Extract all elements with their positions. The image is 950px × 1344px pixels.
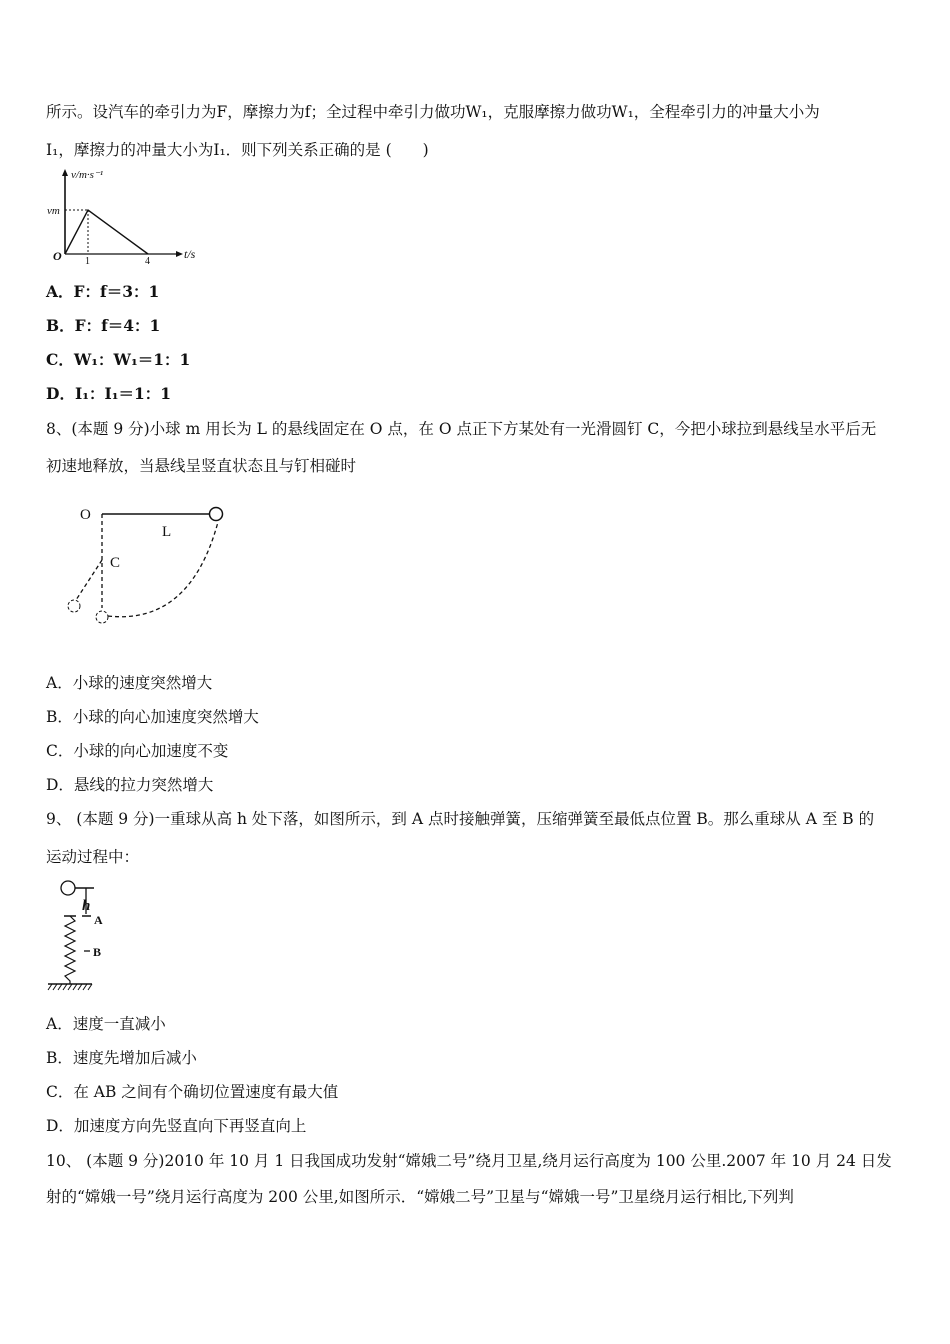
q8-stem-line2: 初速地释放，当悬线呈竖直状态且与钉相碰时 [46,457,357,475]
point-a-label: A [94,913,103,927]
q10-stem-line1: 10、 (本题 9 分)2010 年 10 月 1 日我国成功发射“嫦娥二号”绕月卫星,绕月运行高度为 100 公里.2007 年 10 月 24 日发 [46,1152,892,1170]
q7-stem-line2: I₁，摩擦力的冲量大小为I₁．则下列关系正确的是 ( ) [46,141,429,159]
point-o-label: O [80,507,91,523]
tick-1: 1 [85,256,90,267]
nail-c-label: C [110,555,121,571]
q9-option-a: A．速度一直减小 [46,1015,166,1033]
q8-pendulum-figure [60,500,240,630]
length-l-label: L [162,524,172,540]
q10-stem-line2: 射的“嫦娥一号”绕月运行高度为 200 公里,如图所示．“嫦娥二号”卫星与“嫦娥一号”卫星绕月运行相比,下列判 [46,1188,794,1206]
y-axis-label: v/m·s⁻¹ [71,169,104,181]
q7-option-b: B．F：f＝4：1 [46,316,161,335]
q8-stem-line1: 8、(本题 9 分)小球 m 用长为 L 的悬线固定在 O 点，在 O 点正下方某处有一光滑圆钉 C，今把小球拉到悬线呈水平后无 [46,420,877,438]
q7-option-a: A．F：f＝3：1 [46,282,160,301]
origin-label: O [53,249,62,263]
q9-option-c: C．在 AB 之间有个确切位置速度有最大值 [46,1083,339,1101]
tick-4: 4 [145,256,150,267]
height-h-label: h [82,898,91,914]
q9-option-d: D．加速度方向先竖直向下再竖直向上 [46,1117,307,1135]
q7-vt-graph [45,168,195,268]
q7-option-c: C．W₁：W₁＝1：1 [46,350,191,369]
vm-label: vm [47,205,60,217]
q8-option-b: B．小球的向心加速度突然增大 [46,708,259,726]
point-b-label: B [93,945,102,959]
q8-option-c: C．小球的向心加速度不变 [46,742,229,760]
q9-spring-figure [44,876,124,996]
q7-stem-line1: 所示。设汽车的牵引力为F，摩擦力为f；全过程中牵引力做功W₁，克服摩擦力做功W₁，全程牵引力的冲量大小为 [46,103,820,121]
x-axis-label: t/s [184,247,196,261]
q9-stem-line2: 运动过程中： [46,848,140,866]
q9-option-b: B．速度先增加后减小 [46,1049,197,1067]
q8-option-d: D．悬线的拉力突然增大 [46,776,214,794]
q9-stem-line1: 9、 (本题 9 分)一重球从高 h 处下落，如图所示，到 A 点时接触弹簧，压缩弹簧至最低点位置 B。那么重球从 A 至 B 的 [46,810,875,828]
q8-option-a: A．小球的速度突然增大 [46,674,213,692]
q7-option-d: D．I₁：I₁＝1：1 [46,384,172,403]
